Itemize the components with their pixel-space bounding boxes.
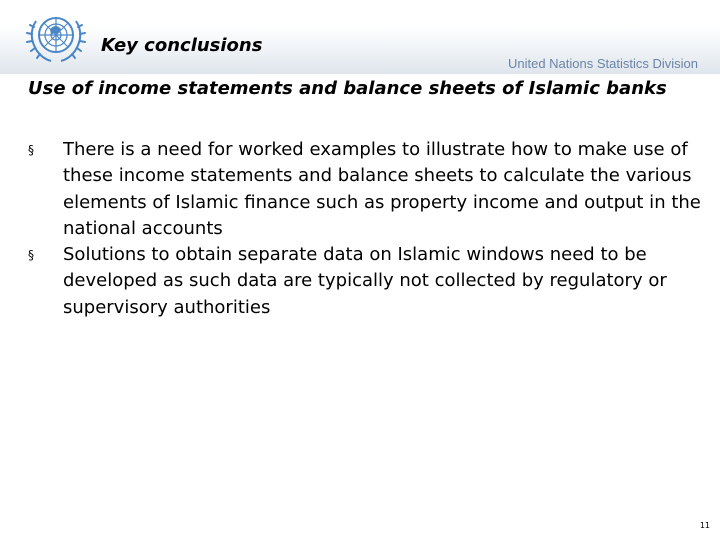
page-number: 11 bbox=[699, 521, 710, 530]
bullet-item bbox=[28, 137, 708, 242]
bullet-item bbox=[28, 242, 708, 321]
un-emblem-icon bbox=[20, 7, 92, 69]
bullet-text: There is a need for worked examples to illustrate how to make use of these income statements and balance sheets to calculate the various elements of Islamic finance such as property income and output in the national accounts bbox=[63, 139, 701, 239]
bullet-marker-icon: § bbox=[28, 248, 34, 263]
bullet-text: Solutions to obtain separate data on Islamic windows need to be developed as such data are typically not collected by regulatory or supervisory authorities bbox=[63, 244, 667, 318]
organization-name: United Nations Statistics Division bbox=[507, 56, 698, 71]
slide-title: Key conclusions bbox=[101, 35, 263, 56]
bullet-marker-icon: § bbox=[28, 143, 34, 157]
bullet-list bbox=[28, 137, 708, 321]
subtitle: Use of income statements and balance sheets of Islamic banks bbox=[28, 78, 667, 99]
